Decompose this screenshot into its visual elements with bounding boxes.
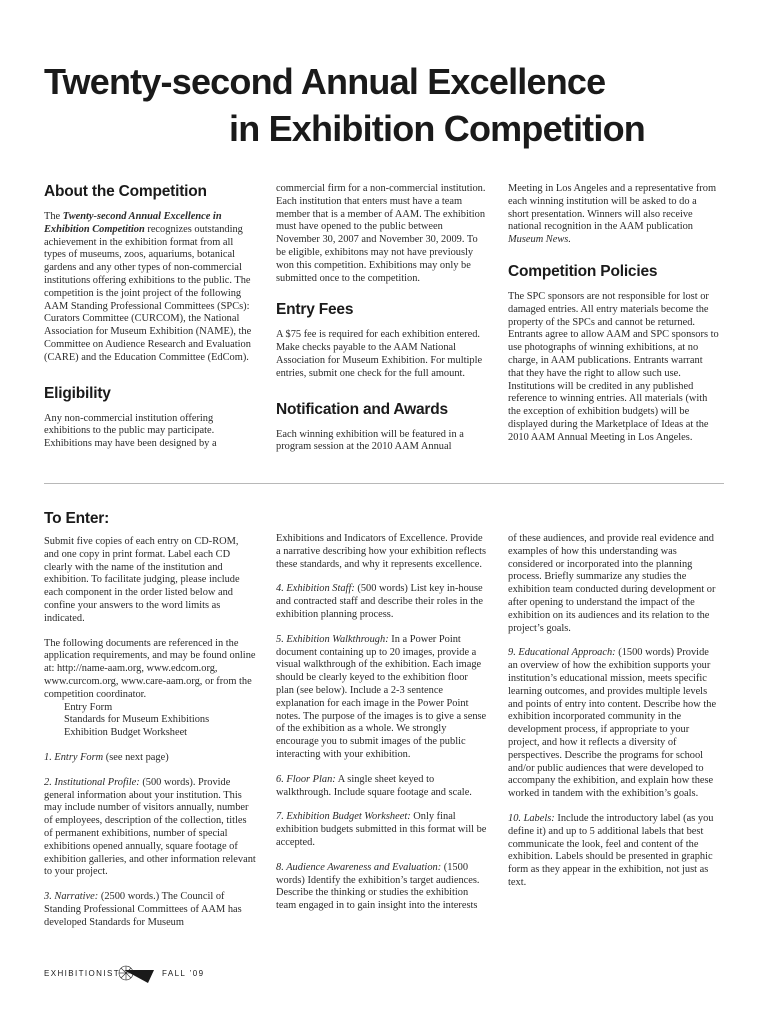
narrative-continued: Exhibitions and Indicators of Excellence. Provide a narrative describing how your exhibition reflects these standards, and why it represents excellence.	[276, 533, 487, 570]
entry-fees-text: A $75 fee is required for each exhibition entered. Make checks payable to the AAM National Association for Museum Exhibition. For multiple entries, submit one check for the full amount.	[276, 329, 483, 379]
notification-text: Each winning exhibition will be featured in a program session at the 2010 AAM Annual	[276, 428, 464, 453]
about-intro-rest: recognizes outstanding achievement in the exhibition format from all types of museums, zoos, aquariums, botanical gardens and any other types of non-commercial institutions offering exhibitions to the public. The competition is the joint project of the following AAM Standing Professional Committees (SPCs): Curators Committee (CURCOM), the National Association for Museum Exhibition (NAME), the Committee on Audience Research and Evaluation (CARE) and the Education Committee (EdCom).	[44, 223, 252, 363]
upper-column-3	[508, 183, 720, 445]
requirement-label: 10. Labels:	[508, 812, 555, 824]
requirement-item	[276, 811, 488, 849]
requirement-label: 4. Exhibition Staff:	[276, 583, 355, 595]
about-heading: About the Competition	[44, 183, 207, 200]
eligibility-text-continued: commercial firm for a non-commercial institution. Each institution that enters must have a team member that is a member of AAM. The exhibition must have opened to the public between November 30, 2007 and November 30, 2009. To be eligible, exhibitons may not have previously won this competition. Exhibitions may only be submitted once to the competition.	[276, 183, 486, 284]
about-text	[44, 211, 256, 365]
requirement-text: (1500 words) Identify the exhibition’s target audiences. Describe the thinking or studies the exhibition team engaged in to gain insight into the interests	[276, 861, 480, 912]
document-item: Entry Form	[64, 701, 113, 713]
section-divider	[44, 483, 724, 484]
requirement-text: A single sheet keyed to walkthrough. Include square footage and scale.	[276, 773, 472, 798]
policies-text: The SPC sponsors are not responsible for lost or damaged entries. All entry materials become the property of the SPCs and cannot be returned. Entrants agree to allow AAM and SPC sponsors to use photographs of winning exhibitions, at no charge, in AAM publications. Entrants warrant that they have the right to allow such use. Institutions will be credited in any published reference to winning entries. All materials (with the exception of exhibition budgets) will be displayed during the Marketplace of Ideas at the 2010 AAM Annual Meeting in Los Angeles.	[508, 290, 719, 443]
eligibility-text: Any non-commercial institution offering exhibitions to the public may participate. Exhibitions may have been designed by a	[44, 412, 217, 450]
requirement-text: (1500 words) Provide an overview of how the exhibition supports your institution’s educational mission, meets specific learning outcomes, and provides multiple levels and points of entry into content. Describe how the exhibition incorporated community in the development process, if appropriate to your project, and how it reflects a diversity of perspectives. Describe the programs for school and/or public audiences that were developed to accompany the exhibition, and explain how these worked in tandem with the exhibition’s goals.	[508, 647, 717, 800]
about-intro-the: The	[44, 211, 63, 222]
eligibility-heading: Eligibility	[44, 384, 111, 402]
exhibitionist-logo-icon	[118, 962, 158, 984]
footer	[44, 963, 204, 983]
requirement-label: 3. Narrative:	[44, 891, 99, 903]
entry-fees-heading: Entry Fees	[276, 301, 354, 319]
upper-column-2	[276, 183, 488, 454]
page-title-line-1: Twenty-second Annual Excellence	[44, 61, 606, 102]
audience-continued: of these audiences, and provide real evidence and examples of how this understanding was considered or incorporated into the planning process. Briefly summarize any studies the exhibition team conducted during development or after opening to understand the impact of the exhibition on its audiences and its relation to the project’s goals.	[508, 533, 716, 634]
to-enter-column-2	[276, 533, 488, 913]
notification-heading: Notification and Awards	[276, 400, 448, 418]
requirement-label: 7. Exhibition Budget Worksheet:	[276, 811, 411, 823]
requirement-item	[44, 891, 256, 929]
issue-label: FALL ’09	[162, 968, 205, 978]
requirement-text: (see next page)	[103, 751, 169, 763]
requirement-item	[508, 813, 720, 890]
requirement-item	[276, 774, 488, 800]
requirement-label: 2. Institutional Profile:	[44, 776, 140, 788]
requirement-text: Include the introductory label (as you define it) and up to 5 additional labels that best communicate the look, feel and content of the exhibition. Labels should be presented in graphic form as they appear in the exhibition, not just as text.	[508, 812, 714, 888]
requirement-text: (500 words). Provide general information about your institution. This may include number of visitors annually, number of employees, description of the collection, titles of permanent exhibitions, number of special exhibitions opened annually, square footage of exhibition galleries, and other information relevant to your project.	[44, 776, 256, 878]
to-enter-heading: To Enter:	[44, 510, 110, 527]
requirement-item	[508, 647, 720, 801]
requirement-item	[44, 777, 256, 879]
competition-name: Twenty-second Annual Excellence in Exhibition Competition	[44, 211, 222, 235]
about-column	[44, 183, 256, 451]
requirement-text: In a Power Point document containing up to 20 images, provide a visual walkthrough of the exhibition. Each image should be clearly keyed to the exhibition floor plan (see below). Include a 2-3 sentence explanation for each image in the Power Point notes. The purpose of the images is to give a sense of the exhibition as a whole. We strongly encourage you to submit images of the public interacting with your exhibition.	[276, 633, 487, 760]
requirement-label: 9. Educational Approach:	[508, 647, 616, 659]
requirement-text: (500 words) List key in-house and contracted staff and describe their roles in the exhibition planning process.	[276, 583, 483, 620]
to-enter-column-3	[508, 533, 720, 890]
requirement-item	[276, 583, 488, 621]
requirement-text: (2500 words.) The Council of Standing Professional Committees of AAM has developed Standards for Museum	[44, 891, 242, 928]
requirement-item	[276, 862, 488, 913]
requirement-text: Only final exhibition budgets submitted in this format will be accepted.	[276, 811, 487, 848]
requirement-item	[276, 634, 488, 762]
publication-name: Museum News.	[508, 234, 571, 246]
requirement-label: 8. Audience Awareness and Evaluation:	[276, 861, 442, 873]
document-item: Standards for Museum Exhibitions	[64, 714, 210, 726]
to-enter-intro: Submit five copies of each entry on CD-ROM, and one copy in print format. Label each CD clearly with the name of the institution and exhibition. To facilitate judging, please include each component in the order listed below and confine your answers to the word limits as indicated.	[44, 536, 240, 624]
requirement-label: 5. Exhibition Walkthrough:	[276, 633, 389, 645]
document-item: Exhibition Budget Worksheet	[64, 727, 188, 739]
requirement-label: 6. Floor Plan:	[276, 773, 336, 785]
notification-continued-text: Meeting in Los Angeles and a representative from each winning institution will be asked to do a short presentation. Winners will also receive national recognition in the AAM publication	[508, 183, 717, 233]
policies-heading: Competition Policies	[508, 262, 658, 280]
page-title-line-2: in Exhibition Competition	[229, 108, 645, 149]
notification-text-continued	[508, 183, 720, 247]
to-enter-column-1	[44, 510, 256, 930]
publication-label: EXHIBITIONIST	[44, 968, 120, 978]
requirement-item	[44, 752, 256, 765]
requirement-label: 1. Entry Form	[44, 751, 104, 763]
documents-referenced: The following documents are referenced in the application requirements, and may be found online at: http://name-aam.org, www.edcom.org, www.curcom.org, www.care-aam.org, or from the competition coordinator.	[44, 637, 256, 700]
